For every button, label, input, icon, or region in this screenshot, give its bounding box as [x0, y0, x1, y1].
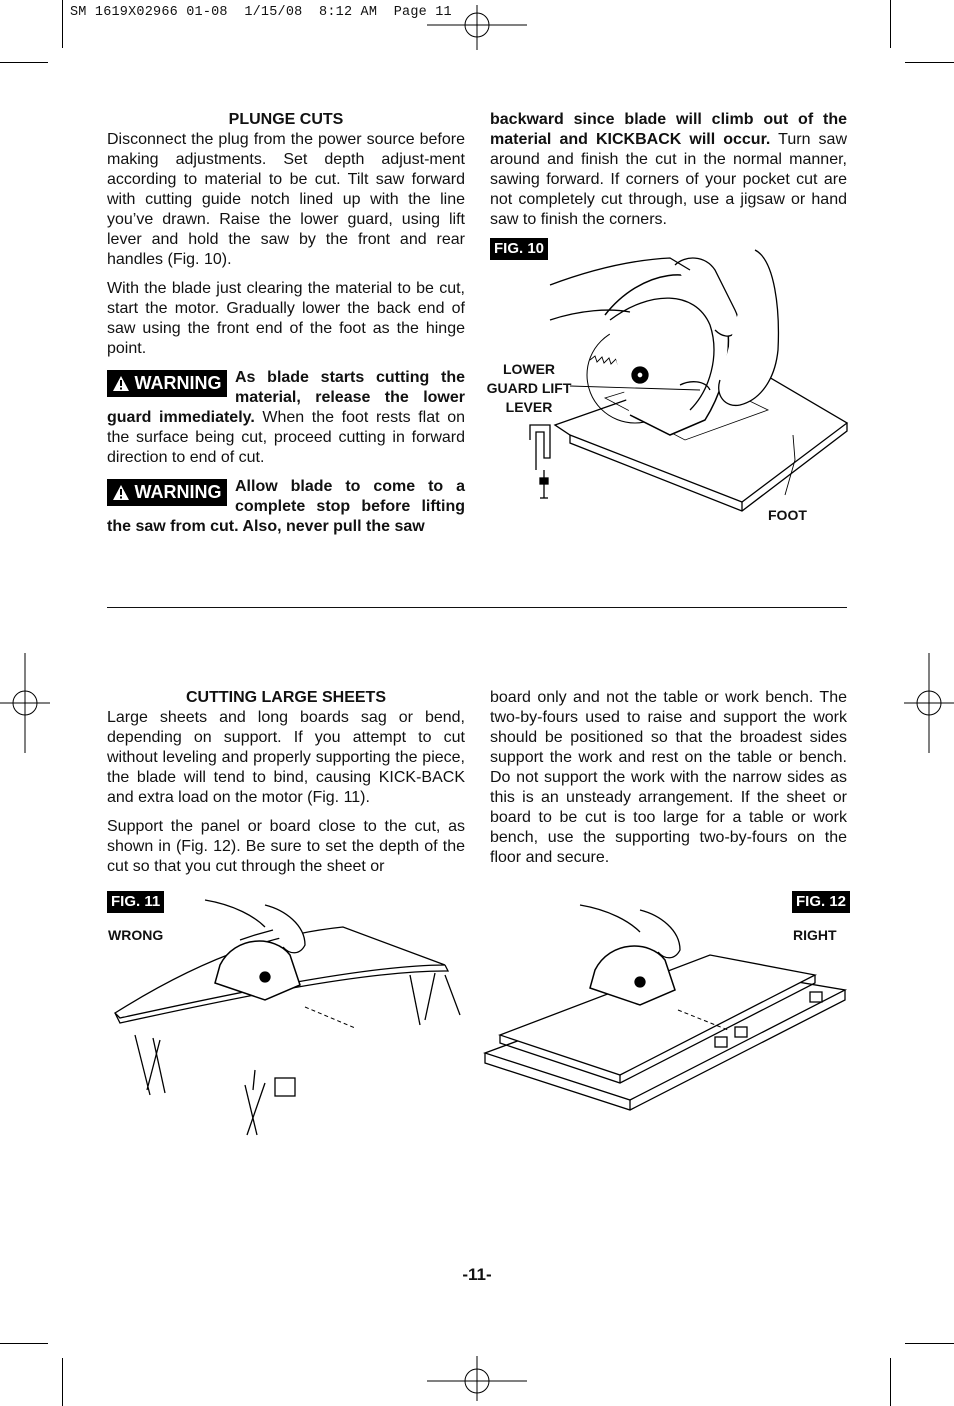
fig-10-illustration: [510, 230, 855, 530]
warning-2-bold-text-part-1: Allow blade to come to a complete stop before lifting the saw from cut. Also, never pull the saw: [107, 478, 465, 535]
plunge-cuts-column-2: [490, 110, 847, 230]
warning-2: [107, 477, 465, 537]
cutting-large-sheets-heading: CUTTING LARGE SHEETS: [185, 689, 386, 706]
print-slug: SM 1619X02966 01-08 1/15/08 8:12 AM Page 11: [70, 5, 452, 20]
plunge-cuts-paragraph-2: With the blade just clearing the material to be cut, start the motor. Gradually lower the back end of saw using the front end of the foot as the hinge point.: [107, 280, 465, 357]
section-divider: [107, 607, 847, 608]
fig-12-caption: RIGHT: [793, 927, 837, 943]
lower-guard-lift-lever-callout: LOWER GUARD LIFT LEVER: [486, 361, 572, 415]
warning-2-bold-text-part-2: backward since blade will climb out of the material and KICKBACK will occur.: [490, 111, 847, 148]
warning-1-text: When the foot rests flat on the surface being cut, proceed cutting in forward direction to end of cut.: [107, 409, 465, 466]
foot-callout: FOOT: [768, 507, 807, 523]
plunge-cuts-paragraph-3: backward since blade will climb out of the material and KICKBACK will occur. Turn saw around and finish the cut in the normal manner, sawing forward. If corners of your pocket cut are not completely cut through, use a jigsaw or hand saw to finish the corners.: [490, 111, 847, 228]
cutting-large-sheets-column-2: [490, 688, 847, 868]
cutting-large-sheets-column: [107, 688, 465, 877]
fig-12-label: FIG. 12: [792, 891, 850, 913]
plunge-cuts-paragraph-1: Disconnect the plug from the power source before making adjustments. Set depth adjust-ment according to material to be cut. Tilt saw forward with cutting guide notch lined up with the line you’ve drawn. Raise the lower guard, using lift lever and hold the saw by the front and rear handles (Fig. 10).: [107, 131, 465, 268]
page-number: -11-: [462, 1265, 492, 1284]
cutting-large-sheets-paragraph-3: board only and not the table or work bench. The two-by-fours used to raise and support the work should be positioned so that the broadest sides support the work and rest on the table or bench. Do not support the work with the narrow sides as this is an unsteady arrangement. If the sheet or board to be cut is too large for a table or work bench, use the supporting two-by-fours on the floor and secure.: [490, 689, 847, 866]
fig-10-label: FIG. 10: [490, 238, 548, 260]
fig-12-illustration: [480, 895, 850, 1135]
warning-triangle-icon: [113, 485, 129, 500]
cutting-large-sheets-paragraph-1: Large sheets and long boards sag or bend, depending on support. If you attempt to cut without leveling and properly supporting the piece, the blade will tend to bind, causing KICK-BACK and extra load on the motor (Fig. 11).: [107, 709, 465, 806]
fig-11-caption: WRONG: [108, 927, 164, 943]
warning-1: [107, 368, 465, 468]
warning-triangle-icon: [113, 376, 129, 391]
plunge-cuts-column: [107, 110, 465, 537]
cutting-large-sheets-paragraph-2: Support the panel or board close to the cut, as shown in (Fig. 12). Be sure to set the depth of the cut so that you cut through the sheet or: [107, 818, 465, 875]
plunge-cuts-heading: PLUNGE CUTS: [228, 111, 344, 128]
fig-11-illustration: [115, 895, 470, 1135]
warning-badge-1: WARNING: [107, 370, 227, 397]
warning-badge-2: WARNING: [107, 479, 227, 506]
fig-11-label: FIG. 11: [107, 891, 164, 913]
warning-1-bold-text: As blade starts cutting the material, release the lower guard immediately.: [107, 369, 465, 426]
